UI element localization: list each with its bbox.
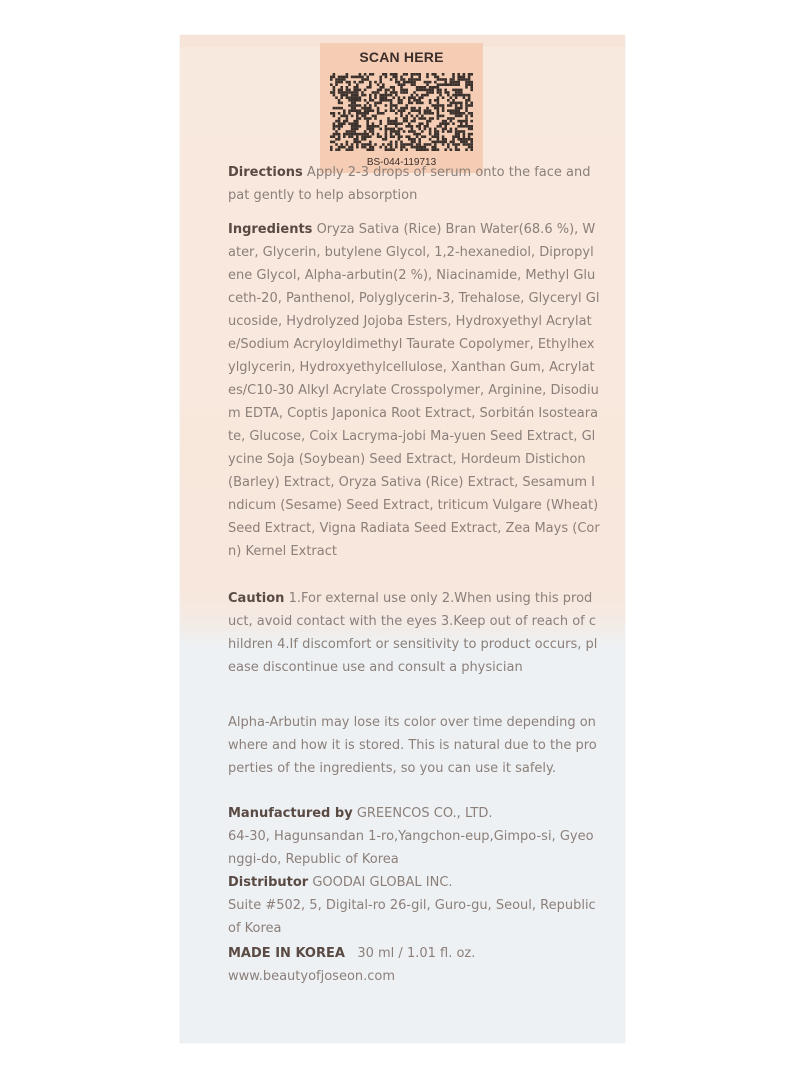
scan-title: SCAN HERE	[359, 49, 444, 65]
manufacturer-label: Manufactured by	[228, 806, 353, 821]
volume-text: 30 ml / 1.01 fl. oz.	[357, 946, 476, 961]
product-box-back	[180, 35, 625, 1043]
manufacturer-line	[228, 802, 600, 825]
ingredients-text: Oryza Sativa (Rice) Bran Water(68.6 %), Water, Glycerin, butylene Glycol, 1,2-hexanediol, Dipropylene Glycol, Alpha-arbutin(2 %), Niacinamide, Methyl Gluceth-20, Panthenol, Polyglycerin-3, Trehalose, Glyceryl Glucoside, Hydrolyzed Jojoba Esters, Hydroxyethyl Acrylate/Sodium Acryloyldimethyl Taurate Copolymer, Ethylhexylglycerin, Hydroxyethylcellulose, Xanthan Gum, Acrylates/C10-30 Alkyl Acrylate Crosspolymer, Arginine, Disodium EDTA, Coptis Japonica Root Extract, Sorbitán Isostearate, Glucose, Coix Lacryma-jobi Ma-yuen Seed Extract, Glycine Soja (Soybean) Seed Extract, Hordeum Distichon (Barley) Extract, Oryza Sativa (Rice) Extract, Sesamum Indicum (Sesame) Seed Extract, triticum Vulgare (Wheat) Seed Extract, Vigna Radiata Seed Extract, Zea Mays (Corn) Kernel Extract	[228, 222, 600, 559]
caution-label: Caution	[228, 591, 285, 606]
ingredients-section	[228, 218, 600, 563]
directions-text: Apply 2-3 drops of serum onto the face and pat gently to help absorption	[228, 165, 591, 203]
caution-text: 1.For external use only 2.When using this product, avoid contact with the eyes 3.Keep out of reach of children 4.If discomfort or sensitivity to product occurs, please discontinue use and consult a physician	[228, 591, 598, 675]
directions-section	[228, 161, 600, 207]
distributor-address: Suite #502, 5, Digital-ro 26-gil, Guro-gu, Seoul, Republic of Korea	[228, 898, 596, 936]
distributor-label: Distributor	[228, 875, 309, 890]
made-in-label: MADE IN KOREA	[228, 946, 345, 961]
website-link[interactable]: www.beautyofjoseon.com	[228, 969, 396, 984]
distributor-name: GOODAI GLOBAL INC.	[312, 875, 453, 890]
ingredients-label: Ingredients	[228, 222, 313, 237]
storage-note: Alpha-Arbutin may lose its color over time depending on where and how it is stored. This is natural due to the properties of the ingredients, so you can use it safely.	[228, 715, 597, 776]
company-info	[228, 802, 600, 940]
manufacturer-name: GREENCOS CO., LTD.	[356, 806, 493, 821]
origin-volume-line	[228, 942, 600, 965]
scan-serial-number: BS-044-119713	[366, 157, 437, 168]
caution-section	[228, 587, 600, 679]
footer-info	[228, 942, 600, 988]
scan-code[interactable]	[330, 73, 473, 153]
scan-panel	[320, 43, 483, 173]
manufacturer-address: 64-30, Hagunsandan 1-ro,Yangchon-eup,Gimpo-si, Gyeonggi-do, Republic of Korea	[228, 829, 594, 867]
directions-label: Directions	[228, 165, 303, 180]
distributor-line	[228, 871, 600, 894]
